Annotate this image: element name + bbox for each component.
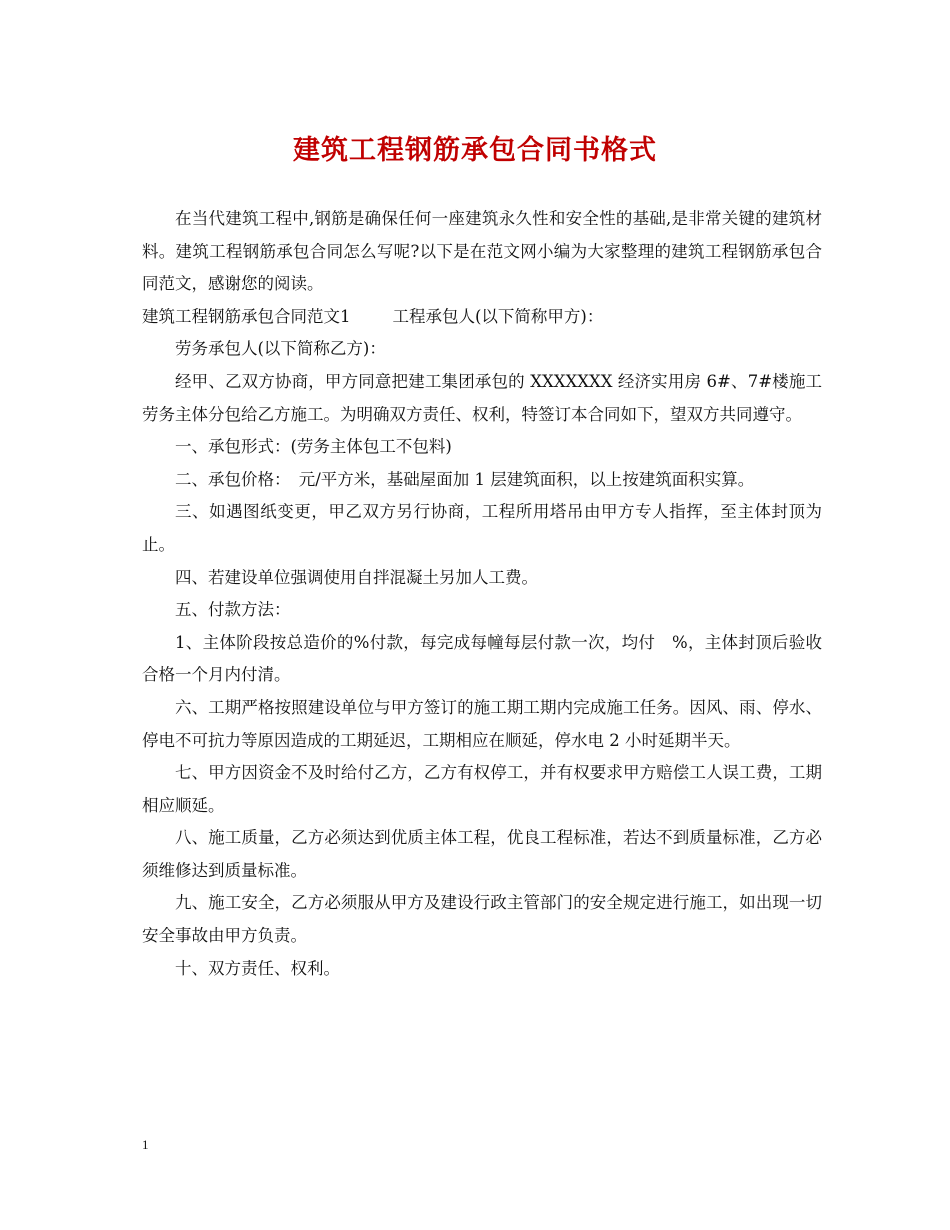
page-number: 1 — [142, 1137, 149, 1152]
clause-2: 二、承包价格： 元/平方米，基础屋面加 1 层建筑面积，以上按建筑面积实算。 — [175, 469, 755, 489]
clause-5-item-1: 1、主体阶段按总造价的%付款，每完成每幢每层付款一次，均付 %，主体封顶后验收合格一个月内付清。 — [142, 632, 822, 685]
clause-6: 六、工期严格按照建设单位与甲方签订的施工期工期内完成施工任务。因风、雨、停水、停电不可抗力等原因造成的工期延迟，工期相应在顺延，停水电 2 小时延期半天。 — [142, 697, 822, 750]
intro-paragraph: 在当代建筑工程中,钢筋是确保任何一座建筑永久性和安全性的基础,是非常关键的建筑材料。建筑工程钢筋承包合同怎么写呢?以下是在范文网小编为大家整理的建筑工程钢筋承包合同范文，感谢您的阅读。 — [142, 209, 822, 294]
party-a-label: 工程承包人(以下简称甲方)： — [392, 306, 604, 326]
document-title: 建筑工程钢筋承包合同书格式 — [293, 135, 657, 166]
clause-4: 四、若建设单位强调使用自拌混凝土另加人工费。 — [175, 567, 538, 587]
clause-1: 一、承包形式：(劳务主体包工不包料) — [175, 437, 452, 457]
sample-contract-heading: 建筑工程钢筋承包合同范文1 — [142, 306, 351, 326]
clause-3: 三、如遇图纸变更，甲乙双方另行协商，工程所用塔吊由甲方专人指挥，至主体封顶为止。 — [142, 502, 822, 554]
party-b-line: 劳务承包人(以下简称乙方)： — [175, 339, 386, 359]
agreement-paragraph: 经甲、乙双方协商，甲方同意把建工集团承包的 XXXXXXX 经济实用房 6#、7#楼施工劳务主体分包给乙方施工。为明确双方责任、权利，特签订本合同如下，望双方共同遵守。 — [142, 371, 822, 424]
document-body — [142, 203, 822, 985]
contract-heading-line — [142, 301, 822, 334]
clause-8: 八、施工质量，乙方必须达到优质主体工程，优良工程标准，若达不到质量标准，乙方必须维修达到质量标准。 — [142, 828, 822, 880]
clause-5: 五、付款方法： — [175, 600, 291, 620]
clause-9: 九、施工安全，乙方必须服从甲方及建设行政主管部门的安全规定进行施工，如出现一切安全事故由甲方负责。 — [142, 893, 822, 946]
clause-10: 十、双方责任、权利。 — [175, 958, 340, 978]
clause-7: 七、甲方因资金不及时给付乙方，乙方有权停工，并有权要求甲方赔偿工人误工费，工期相应顺延。 — [142, 763, 822, 815]
